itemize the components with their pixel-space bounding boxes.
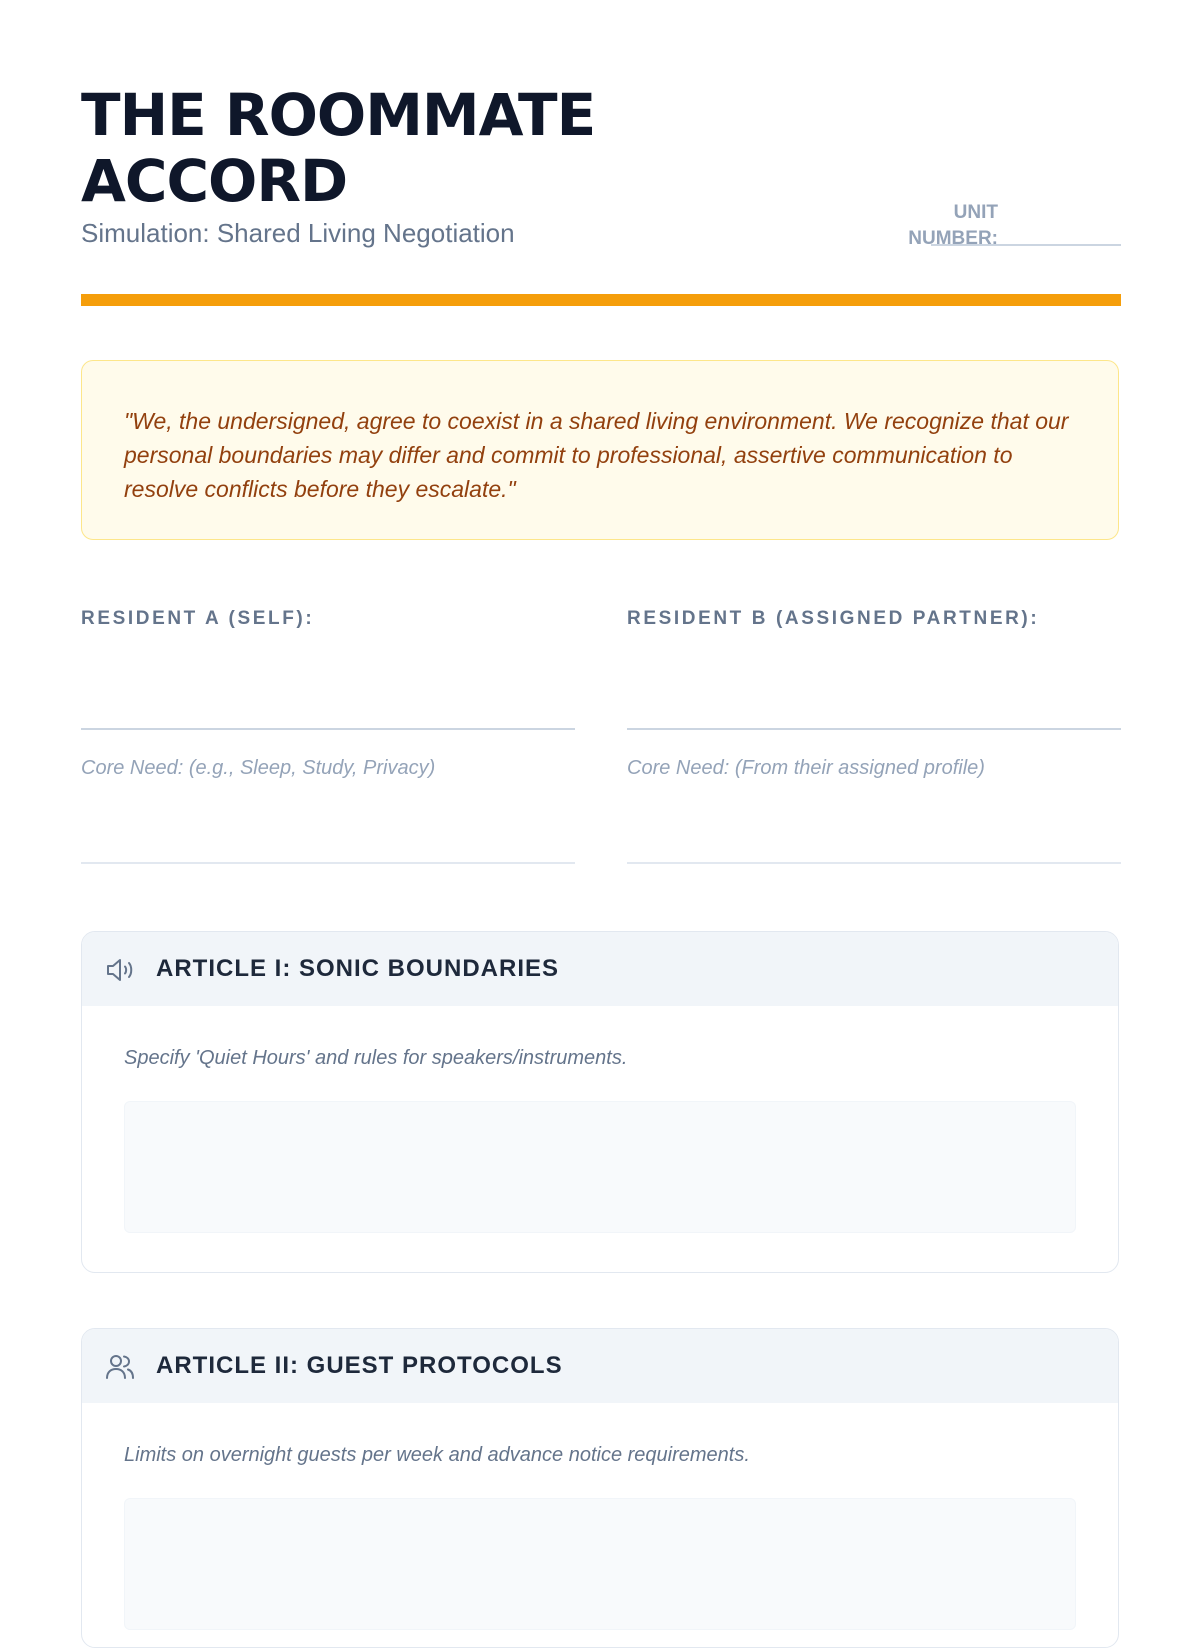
unit-label-line-1: UNIT [953,202,998,223]
preamble-box [81,360,1119,540]
resident-a-core-need-field[interactable] [81,862,575,864]
resident-b-label: RESIDENT B (ASSIGNED PARTNER): [627,608,1040,629]
users-icon [104,1351,136,1383]
preamble-text: "We, the undersigned, agree to coexist in a shared living environment. We recognize that our personal boundaries may differ and commit to professional, assertive communication to resolve conflicts before they escalate." [124,408,1069,502]
resident-a-name-field[interactable] [81,728,575,730]
resident-a-label: RESIDENT A (SELF): [81,608,315,629]
resident-b-core-need-field[interactable] [627,862,1121,864]
title-line-1: THE ROOMMATE [81,81,596,149]
article-title: ARTICLE II: GUEST PROTOCOLS [156,1352,563,1379]
page-title [81,82,641,214]
article-sonic-boundaries [81,931,1119,1273]
article-response-area[interactable] [124,1498,1076,1630]
article-title: ARTICLE I: SONIC BOUNDARIES [156,955,560,982]
unit-label-line-2: NUMBER: [908,228,998,249]
page-subtitle: Simulation: Shared Living Negotiation [81,218,515,248]
article-description: Specify 'Quiet Hours' and rules for speakers/instruments. [124,1047,628,1069]
article-header [82,1329,1118,1403]
speaker-icon [104,954,136,986]
article-guest-protocols [81,1328,1119,1648]
title-line-2: ACCORD [81,147,348,215]
article-header [82,932,1118,1006]
article-description: Limits on overnight guests per week and advance notice requirements. [124,1444,750,1466]
article-response-area[interactable] [124,1101,1076,1233]
resident-b-core-need-label: Core Need: (From their assigned profile) [627,757,985,779]
header [81,82,1121,252]
accent-divider [81,294,1121,306]
unit-number-field[interactable] [931,244,1121,246]
resident-a-core-need-label: Core Need: (e.g., Sleep, Study, Privacy) [81,757,436,779]
resident-b-name-field[interactable] [627,728,1121,730]
